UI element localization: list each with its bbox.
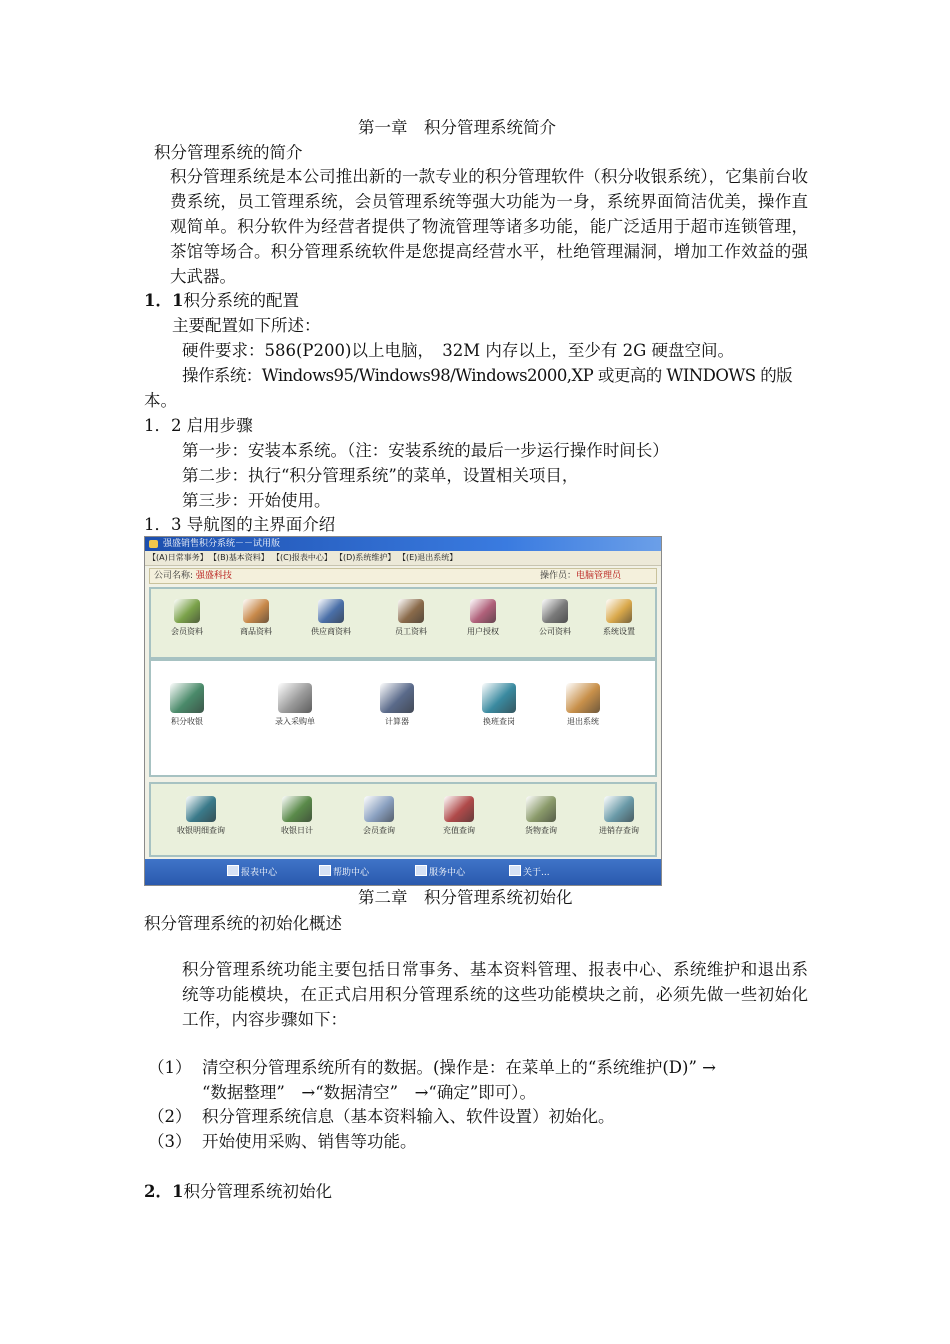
section-1-3-heading: 1．3 导航图的主界面介绍: [144, 515, 336, 534]
member-query-label: 会员查询: [363, 826, 395, 835]
app-menubar: [145, 551, 661, 566]
daily-cash-total-button[interactable]: [265, 796, 329, 836]
section-2-1-number: 2．1: [144, 1182, 184, 1201]
item-3-number: （3）: [148, 1132, 192, 1151]
calculator-label: 计算器: [385, 717, 409, 726]
company-building-icon: [542, 599, 568, 623]
goods-box-icon: [243, 599, 269, 623]
operator-label: 操作员：: [540, 571, 577, 581]
company-name: 强盛科技: [195, 571, 232, 581]
service-center-link[interactable]: [415, 865, 465, 880]
item-3-text: 开始使用采购、销售等功能。: [202, 1132, 417, 1151]
member-data-button[interactable]: [155, 599, 219, 637]
step-2: 第二步：执行“积分管理系统”的菜单，设置相关项目，: [182, 466, 579, 485]
daily-affairs-panel: [149, 659, 657, 777]
settings-icon: [606, 599, 632, 623]
company-data-button[interactable]: [523, 599, 587, 637]
app-logo-icon: [149, 540, 158, 548]
app-titlebar: [145, 537, 661, 551]
cash-detail-query-button[interactable]: [169, 796, 233, 836]
inventory-query-label: 进销存查询: [599, 826, 639, 835]
about-link[interactable]: [509, 865, 550, 880]
chapter1-intro: 积分管理系统是本公司推出新的一款专业的积分管理软件（积分收银系统），它集前台收费系统，员工管理系统，会员管理系统等强大功能为一身，系统界面简洁优美，操作直观简单。积分软件为经营者提供了物流管理等诸多功能，能广泛适用于超市连锁管理，茶馆等场合。积分管理系统软件是您提高经营水平，杜绝管理漏洞，增加工作效益的强大武器。: [170, 167, 808, 286]
inventory-query-button[interactable]: [587, 796, 651, 836]
menu-report-center[interactable]: 【(C)报表中心】: [272, 553, 332, 562]
item-2-number: （2）: [148, 1107, 192, 1126]
step-3: 第三步：开始使用。: [182, 491, 331, 510]
report-center-label: 报表中心: [241, 868, 278, 878]
goods-query-label: 货物查询: [525, 826, 557, 835]
user-auth-button[interactable]: [451, 599, 515, 637]
recharge-icon: [444, 796, 474, 822]
goods-search-icon: [526, 796, 556, 822]
about-label: 关于...: [523, 868, 550, 878]
member-query-button[interactable]: [347, 796, 411, 836]
company-label: 公司名称:: [154, 571, 194, 581]
member-search-icon: [364, 796, 394, 822]
cashier-icon: [170, 683, 204, 713]
section-2-1-heading: [144, 1180, 332, 1204]
config-lead: 主要配置如下所述：: [172, 316, 321, 335]
app-window-title: 强盛销售积分系统－－试用版: [163, 539, 281, 549]
item-1-line-2: “数据整理” →“数据清空” →“确定”即可）。: [202, 1083, 537, 1102]
operator-info: [540, 570, 621, 583]
daily-cash-total-label: 收银日计: [281, 826, 313, 835]
member-data-label: 会员资料: [171, 627, 203, 636]
company-data-label: 公司资料: [539, 627, 571, 636]
user-auth-icon: [470, 599, 496, 623]
exit-system-button[interactable]: [551, 683, 615, 727]
cash-detail-icon: [186, 796, 216, 822]
section-1-2-heading: 1．2 启用步骤: [144, 416, 253, 435]
section-1-1-title: 积分系统的配置: [183, 291, 299, 310]
section-2-1-title: 积分管理系统初始化: [183, 1182, 332, 1201]
calculator-computer-icon: [380, 683, 414, 713]
about-icon: [509, 865, 521, 876]
purchase-entry-button[interactable]: [263, 683, 327, 727]
cash-detail-query-label: 收银明细查询: [177, 826, 225, 835]
menu-daily-affairs[interactable]: 【(A)日常事务】: [148, 553, 208, 562]
menu-exit-system[interactable]: 【(E)退出系统】: [398, 553, 458, 562]
purchase-truck-icon: [278, 683, 312, 713]
shift-change-button[interactable]: [467, 683, 531, 727]
basic-data-panel: [149, 587, 657, 659]
supplier-data-label: 供应商资料: [311, 627, 351, 636]
chapter2-section-title: 积分管理系统的初始化概述: [144, 914, 342, 933]
menu-system-maintenance[interactable]: 【(D)系统维护】: [335, 553, 396, 562]
chapter1-title: 第一章 积分管理系统简介: [358, 118, 556, 137]
item-1-line-1: 清空积分管理系统所有的数据。(操作是：在菜单上的“系统维护(D)” →: [202, 1058, 716, 1077]
shift-change-label: 换班查岗: [483, 717, 515, 726]
report-query-panel: [149, 782, 657, 857]
item-2-text: 积分管理系统信息（基本资料输入、软件设置）初始化。: [202, 1107, 615, 1126]
service-center-icon: [415, 865, 427, 876]
calculator-button[interactable]: [365, 683, 429, 727]
goods-data-label: 商品资料: [240, 627, 272, 636]
user-auth-label: 用户授权: [467, 627, 499, 636]
menu-basic-data[interactable]: 【(B)基本资料】: [209, 553, 269, 562]
staff-people-icon: [398, 599, 424, 623]
os-requirements-cont: 本。: [144, 391, 177, 410]
points-cashier-label: 积分收银: [171, 717, 203, 726]
service-center-label: 服务中心: [429, 868, 466, 878]
exit-system-label: 退出系统: [567, 717, 599, 726]
goods-data-button[interactable]: [224, 599, 288, 637]
chapter2-intro: 积分管理系统功能主要包括日常事务、基本资料管理、报表中心、系统维护和退出系统等功能模块，在正式启用积分管理系统的这些功能模块之前，必须先做一些初始化工作，内容步骤如下：: [182, 960, 808, 1029]
member-icon: [174, 599, 200, 623]
inventory-icon: [604, 796, 634, 822]
points-cashier-button[interactable]: [155, 683, 219, 727]
daily-report-icon: [282, 796, 312, 822]
purchase-entry-label: 录入采购单: [275, 717, 315, 726]
report-center-icon: [227, 865, 239, 876]
step-1: 第一步：安装本系统。（注：安装系统的最后一步运行操作时间长）: [182, 441, 669, 460]
staff-data-button[interactable]: [379, 599, 443, 637]
app-bottom-bar: [145, 859, 661, 885]
supplier-data-button[interactable]: [299, 599, 363, 637]
operator-name: 电脑管理员: [576, 571, 622, 581]
company-info: [154, 570, 232, 583]
app-infobar: [149, 568, 657, 584]
help-center-label: 帮助中心: [333, 868, 370, 878]
chapter1-section-title: 积分管理系统的简介: [154, 143, 303, 162]
os-requirements: 操作系统：Windows95/Windows98/Windows2000,XP 或更高的 WINDOWS 的版: [182, 366, 793, 385]
recharge-query-button[interactable]: [427, 796, 491, 836]
supplier-people-icon: [318, 599, 344, 623]
help-center-link[interactable]: [319, 865, 369, 880]
help-center-icon: [319, 865, 331, 876]
recharge-query-label: 充值查询: [443, 826, 475, 835]
report-center-link[interactable]: [227, 865, 277, 880]
goods-query-button[interactable]: [509, 796, 573, 836]
key-icon: [482, 683, 516, 713]
system-settings-label: 系统设置: [603, 627, 635, 636]
exit-boxes-icon: [566, 683, 600, 713]
staff-data-label: 员工资料: [395, 627, 427, 636]
chapter2-title: 第二章 积分管理系统初始化: [358, 888, 573, 907]
item-1-number: （1）: [148, 1058, 192, 1077]
app-screenshot: [144, 536, 662, 886]
section-1-1-heading: [144, 289, 299, 313]
system-settings-button[interactable]: [587, 599, 651, 637]
section-1-1-number: 1．1: [144, 291, 184, 310]
hardware-requirements: 硬件要求：586(P200)以上电脑， 32M 内存以上，至少有 2G 硬盘空间。: [182, 341, 735, 360]
